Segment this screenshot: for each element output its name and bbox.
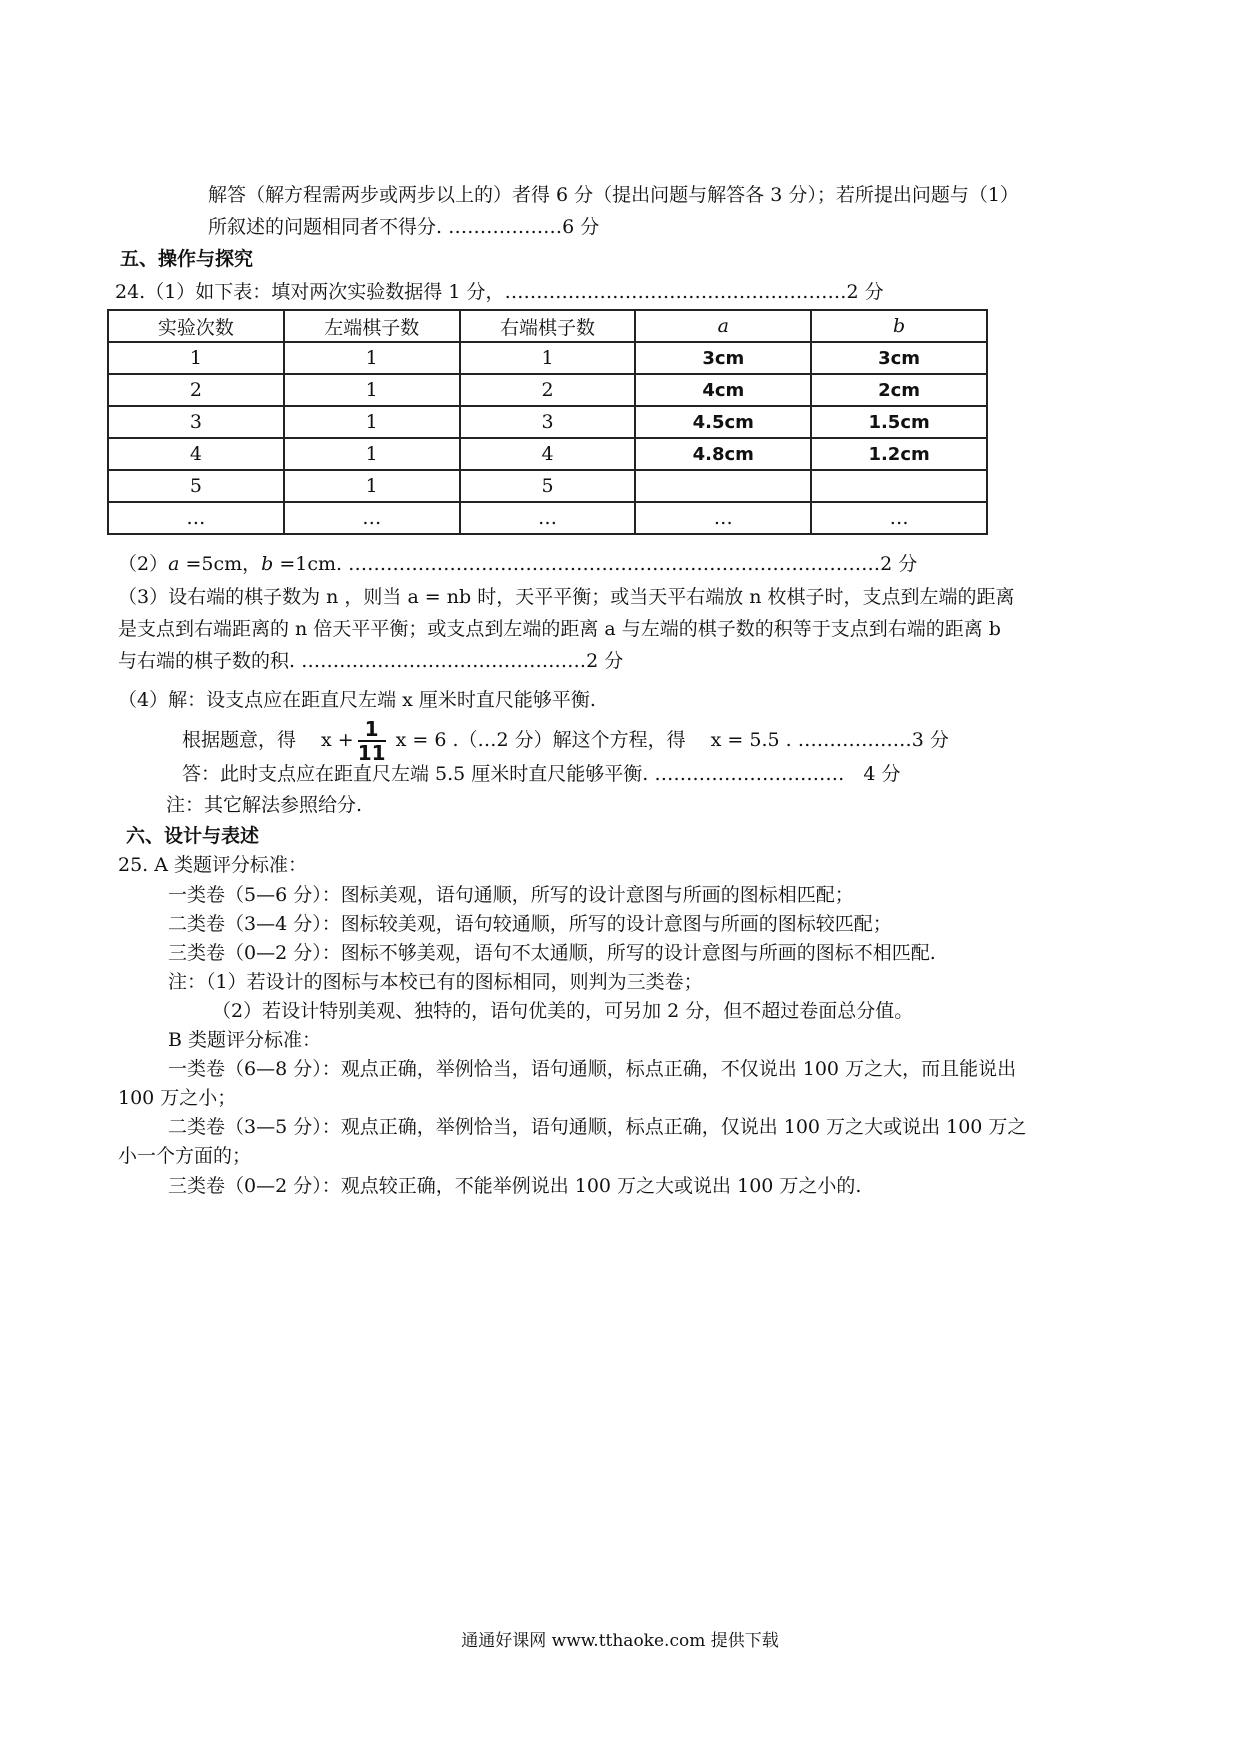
q24-part2-suffix: =1cm. …………………………………………………………………………2 分 [273, 553, 918, 575]
table-cell: 2 [108, 374, 284, 406]
fraction-one-eleventh [358, 718, 386, 764]
col-header: a [635, 310, 811, 342]
a-level-1: 一类卷（5—6 分）：图标美观，语句通顺，所写的设计意图与所画的图标相匹配； [168, 884, 854, 906]
table-cell: 4 [460, 438, 636, 470]
col-header: 实验次数 [108, 310, 284, 342]
q24-part2 [118, 552, 917, 576]
table-cell: 1.2cm [811, 438, 987, 470]
q24-equation-line [182, 715, 949, 765]
table-cell: … [284, 502, 460, 534]
table-cell: 3cm [811, 342, 987, 374]
q24-part2-mid: =5cm， [179, 553, 262, 575]
table-row [108, 342, 987, 374]
q24-part4: （4）解：设支点应在距直尺左端 x 厘米时直尺能够平衡. [118, 689, 596, 711]
table-cell [811, 470, 987, 502]
equation-suffix: x = 6 .（…2 分）解这个方程，得 x = 5.5 . ………………3 分 [389, 729, 949, 751]
table-cell: … [460, 502, 636, 534]
table-cell: 1 [284, 438, 460, 470]
table-cell: 2cm [811, 374, 987, 406]
section-5-heading: 五、操作与探究 [120, 248, 254, 270]
table-cell: … [108, 502, 284, 534]
table-row [108, 502, 987, 534]
q24-part3-line3: 与右端的棋子数的积. ………………………………………2 分 [118, 650, 624, 672]
experiment-table [107, 309, 988, 535]
col-header: b [811, 310, 987, 342]
q25-b-title: B 类题评分标准： [168, 1029, 322, 1051]
table-cell: 3cm [635, 342, 811, 374]
table-cell: 1 [284, 374, 460, 406]
table-cell: 3 [460, 406, 636, 438]
b-level-2-line2: 小一个方面的； [118, 1145, 252, 1167]
a-note-2: （2）若设计特别美观、独特的，语句优美的，可另加 2 分，但不超过卷面总分值。 [212, 1000, 914, 1022]
table-cell: 1 [284, 470, 460, 502]
table-cell: 3 [108, 406, 284, 438]
table-cell: 1 [284, 342, 460, 374]
b-level-1-line2: 100 万之小； [118, 1087, 237, 1109]
a-level-3: 三类卷（0—2 分）：图标不够美观，语句不太通顺，所写的设计意图与所画的图标不相匹配. [168, 942, 936, 964]
q24-part3-line1: （3）设右端的棋子数为 n ，则当 a = nb 时，天平平衡；或当天平右端放 n 枚棋子时，支点到左端的距离 [118, 586, 1015, 608]
table-cell: 5 [108, 470, 284, 502]
table-cell: 4 [108, 438, 284, 470]
b-level-1-line1: 一类卷（6—8 分）：观点正确，举例恰当，语句通顺，标点正确，不仅说出 100 万之大，而且能说出 [168, 1058, 1017, 1080]
table-cell [635, 470, 811, 502]
text-line-1: 解答（解方程需两步或两步以上的）者得 6 分（提出问题与解答各 3 分）；若所提出问题与（1） [208, 184, 1019, 206]
var-b: b [261, 553, 274, 575]
table-cell: 1 [284, 406, 460, 438]
table-cell: 1.5cm [811, 406, 987, 438]
a-level-2: 二类卷（3—4 分）：图标较美观，语句较通顺，所写的设计意图与所画的图标较匹配； [168, 913, 892, 935]
table-cell: … [811, 502, 987, 534]
table-cell: 1 [460, 342, 636, 374]
b-level-3: 三类卷（0—2 分）：观点较正确，不能举例说出 100 万之大或说出 100 万之小的. [168, 1175, 862, 1197]
equation-prefix: 根据题意，得 x + [182, 729, 354, 751]
q25-a-title: 25. A 类题评分标准： [118, 854, 308, 876]
table-cell: 5 [460, 470, 636, 502]
q24-note: 注：其它解法参照给分. [166, 794, 363, 816]
q24-part3-line2: 是支点到右端距离的 n 倍天平平衡；或支点到左端的距离 a 与左端的棋子数的积等于支点到右端的距离 b [118, 618, 1001, 640]
table-header-row [108, 310, 987, 342]
table-cell: … [635, 502, 811, 534]
q24-part2-prefix: （2） [118, 553, 169, 575]
page-footer: 通通好课网 www.tthaoke.com 提供下载 [461, 1631, 779, 1651]
table-cell: 1 [108, 342, 284, 374]
section-6-heading: 六、设计与表述 [126, 825, 260, 847]
a-note-1: 注：（1）若设计的图标与本校已有的图标相同，则判为三类卷； [168, 971, 703, 993]
q24-part1: 24.（1）如下表：填对两次实验数据得 1 分，………………………………………………2 分 [115, 281, 884, 303]
table-cell: 4cm [635, 374, 811, 406]
var-a: a [168, 553, 180, 575]
fraction-numerator: 1 [358, 718, 386, 742]
table-cell: 2 [460, 374, 636, 406]
table-row [108, 438, 987, 470]
q24-answer: 答：此时支点应在距直尺左端 5.5 厘米时直尺能够平衡. ………………………… 4 分 [182, 763, 901, 785]
table-row [108, 374, 987, 406]
text-line-2: 所叙述的问题相同者不得分. ………………6 分 [208, 216, 600, 238]
col-header: 左端棋子数 [284, 310, 460, 342]
table-row [108, 470, 987, 502]
b-level-2-line1: 二类卷（3—5 分）：观点正确，举例恰当，语句通顺，标点正确，仅说出 100 万之大或说出 100 万之 [168, 1116, 1027, 1138]
table-cell: 4.8cm [635, 438, 811, 470]
col-header: 右端棋子数 [460, 310, 636, 342]
table-row [108, 406, 987, 438]
fraction-denominator: 11 [357, 741, 386, 765]
table-cell: 4.5cm [635, 406, 811, 438]
